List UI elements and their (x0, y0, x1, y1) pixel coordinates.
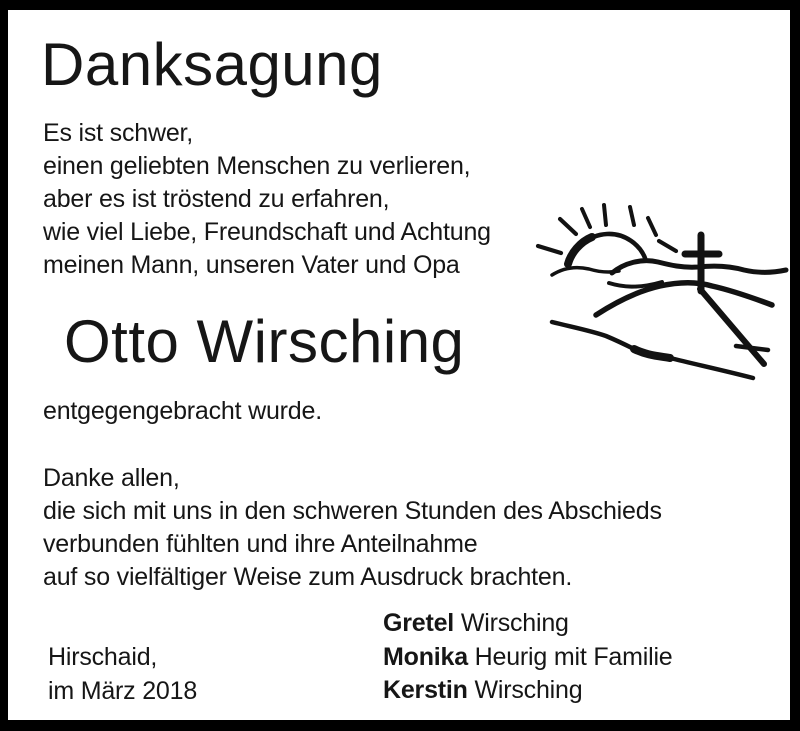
signatory-rest: Heurig mit Familie (474, 642, 673, 671)
intro-line: meinen Mann, unseren Vater und Opa (43, 251, 460, 279)
date-text: im März 2018 (48, 676, 198, 705)
intro-text (43, 117, 491, 282)
sunrise-hills-cross-illustration (528, 192, 790, 392)
signatory-row (383, 674, 673, 708)
signatory-row (383, 607, 673, 641)
sun-icon (538, 205, 676, 264)
intro-line: einen geliebten Menschen zu verlieren, (43, 152, 471, 180)
thanks-line: verbunden fühlten und ihre Anteilnahme (43, 530, 478, 558)
thanks-line: die sich mit uns in den schweren Stunden des Abschieds (43, 497, 662, 525)
hills-graphic (552, 261, 786, 378)
signatory-rest: Wirsching (474, 676, 583, 704)
signatory-first-name: Kerstin (383, 676, 468, 704)
signatory-first-name: Monika (383, 642, 468, 671)
intro-line: wie viel Liebe, Freundschaft und Achtung (43, 218, 491, 246)
page-title: Danksagung (41, 31, 383, 98)
intro-line: aber es ist tröstend zu erfahren, (43, 185, 390, 213)
place-text: Hirschaid, (48, 643, 158, 671)
signatories-list (383, 607, 673, 708)
signatory-row (383, 641, 673, 675)
signatory-rest: Wirsching (460, 609, 569, 637)
obituary-card (8, 10, 790, 720)
place-date-block (48, 641, 197, 708)
signatory-first-name: Gretel (383, 609, 455, 637)
thanks-line: auf so vielfältiger Weise zum Ausdruck brachten. (43, 563, 573, 591)
deceased-name: Otto Wirsching (64, 308, 465, 375)
thanks-line: Danke allen, (43, 464, 180, 492)
intro-line: Es ist schwer, (43, 119, 194, 147)
thanks-text (43, 462, 662, 594)
after-name-text: entgegengebracht wurde. (43, 397, 322, 425)
